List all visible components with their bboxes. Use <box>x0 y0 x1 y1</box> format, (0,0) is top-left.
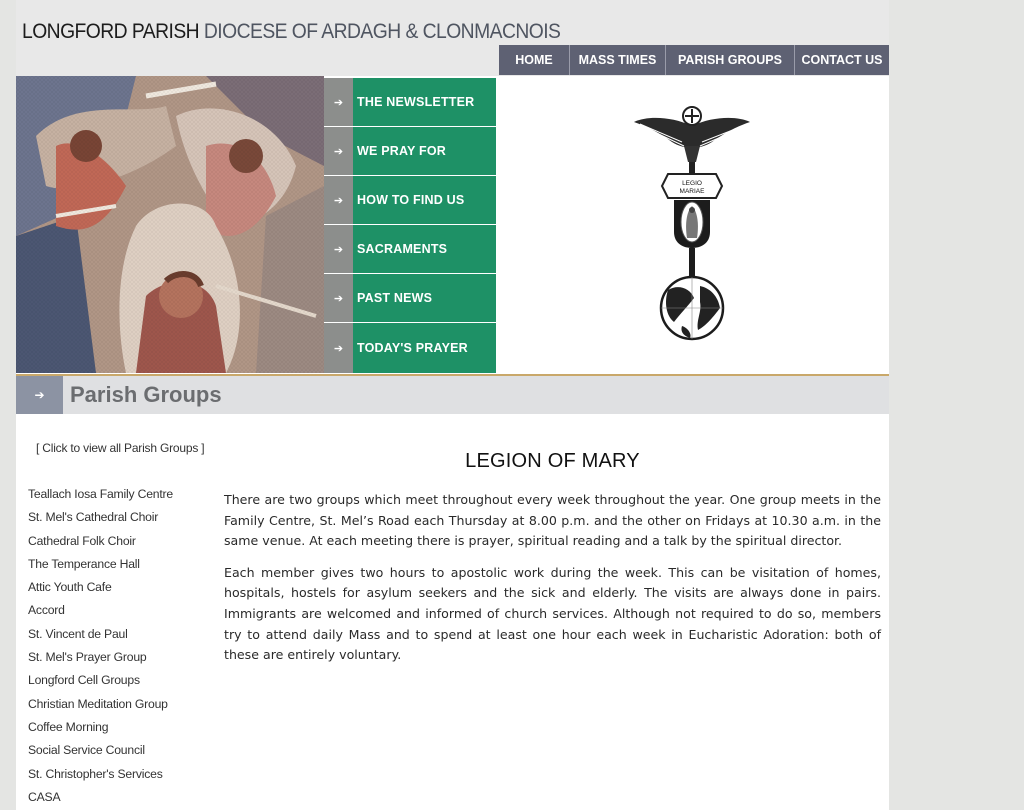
group-link[interactable]: St. Mel's Cathedral Choir <box>28 510 159 525</box>
group-link[interactable]: Teallach Iosa Family Centre <box>28 487 173 501</box>
sidenav-item-how-to-find-us[interactable] <box>324 176 496 224</box>
sidenav-item-label: PAST NEWS <box>353 274 496 322</box>
article-title: LEGION OF MARY <box>465 450 640 472</box>
group-link[interactable]: CASA <box>28 789 61 804</box>
sidenav-item-label: HOW TO FIND US <box>353 176 496 224</box>
sidenav-item-todays-prayer[interactable] <box>324 323 496 373</box>
legio-mariae-emblem <box>496 76 889 373</box>
svg-text:MARIAE: MARIAE <box>679 188 705 195</box>
site-title-diocese: DIOCESE OF ARDAGH & CLONMACNOIS <box>199 20 561 43</box>
tapestry-angels-image <box>16 76 324 373</box>
site-header <box>16 0 889 76</box>
arrow-right-icon: ➔ <box>324 274 353 322</box>
site-title[interactable] <box>22 20 560 44</box>
side-nav <box>324 76 496 373</box>
group-link[interactable]: Christian Meditation Group <box>28 696 168 711</box>
page <box>16 0 889 810</box>
group-link[interactable]: Accord <box>28 603 65 618</box>
group-link[interactable]: St. Christopher's Services <box>28 766 163 781</box>
sidenav-item-sacraments[interactable] <box>324 225 496 273</box>
article <box>224 450 881 677</box>
sidenav-item-we-pray-for[interactable] <box>324 127 496 175</box>
nav-mass-times[interactable]: MASS TIMES <box>569 45 665 75</box>
sidenav-item-newsletter[interactable] <box>324 78 496 126</box>
group-link[interactable]: Attic Youth Cafe <box>28 580 112 595</box>
section-title: Parish Groups <box>70 382 222 407</box>
group-link[interactable]: St. Mel's Prayer Group <box>28 650 147 665</box>
arrow-right-icon: ➔ <box>324 225 353 273</box>
group-link[interactable]: St. Vincent de Paul <box>28 626 128 641</box>
group-link[interactable]: The Temperance Hall <box>28 556 140 571</box>
tapestry-picture <box>16 76 324 373</box>
arrow-right-icon: ➔ <box>324 323 353 373</box>
nav-home[interactable]: HOME <box>499 45 569 75</box>
parish-groups-list <box>28 487 173 810</box>
group-link[interactable]: Social Service Council <box>28 743 145 758</box>
site-title-parish: LONGFORD PARISH <box>22 20 200 43</box>
arrow-right-icon: ➔ <box>324 176 353 224</box>
sidenav-item-label: TODAY'S PRAYER <box>353 323 496 373</box>
arrow-right-icon: ➔ <box>324 127 353 175</box>
sidenav-item-label: WE PRAY FOR <box>353 127 496 175</box>
group-link[interactable]: Longford Cell Groups <box>28 673 140 688</box>
section-header <box>16 376 889 414</box>
sidenav-item-label: SACRAMENTS <box>353 225 496 273</box>
view-all-groups-link[interactable]: [ Click to view all Parish Groups ] <box>36 441 205 455</box>
arrow-right-icon: ➔ <box>324 78 353 126</box>
group-link[interactable]: Cathedral Folk Choir <box>28 533 136 548</box>
sidenav-item-past-news[interactable] <box>324 274 496 322</box>
legio-mariae-vexillum-icon <box>496 76 889 373</box>
sidenav-item-label: THE NEWSLETTER <box>353 78 496 126</box>
top-nav <box>499 45 889 75</box>
emblem-inscription: LEGIO <box>682 180 702 187</box>
group-link[interactable]: Coffee Morning <box>28 719 109 734</box>
article-paragraph: There are two groups which meet throughout every week throughout the year. One group meets in the Family Centre, St. Mel’s Road each Thursday at 8.00 p.m. and the other on Fridays at 10.30 a.m. in the same venue. At each meeting there is prayer, spiritual reading and a talk by the spiritual director. <box>224 492 881 549</box>
nav-parish-groups[interactable]: PARISH GROUPS <box>665 45 794 75</box>
article-paragraph: Each member gives two hours to apostolic work during the week. This can be visitation of homes, hospitals, hostels for asylum seekers and the sick and elderly. The visits are always done in pairs. Immigrants are welcomed and informed of church services. Although not required to do so, members try to attend daily Mass and to spend at least one hour each week in Eucharistic Adoration: both of these are entirely voluntary. <box>224 564 881 663</box>
nav-contact-us[interactable]: CONTACT US <box>794 45 889 75</box>
arrow-right-icon: ➔ <box>16 376 63 414</box>
